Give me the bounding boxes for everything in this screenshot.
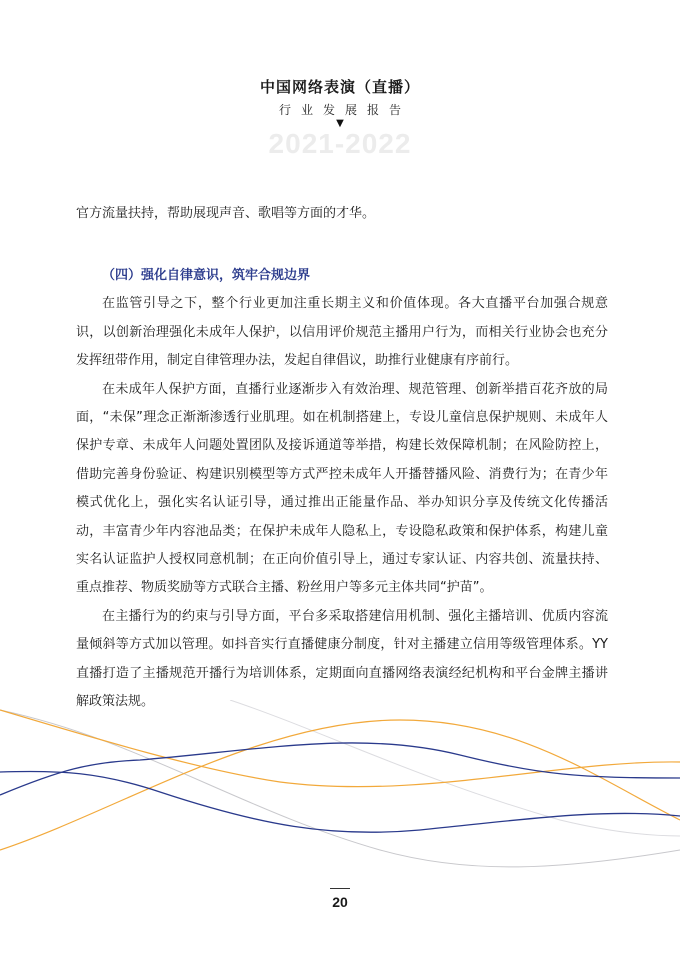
- page-number: [0, 888, 680, 910]
- gray-wave-line: [230, 700, 680, 836]
- paragraph: 在主播行为的约束与引导方面，平台多采取搭建信用机制、强化主播培训、优质内容流量倾斜等方式加以管理。如抖音实行直播健康分制度，针对主播建立信用等级管理体系。YY 直播打造了主播规范开播行为培训体系，定期面向直播网络表演经纪机构和平台金牌主播讲解政策法规。: [76, 608, 608, 710]
- page-number-text: 20: [332, 894, 348, 910]
- down-arrow-icon: ▼: [336, 118, 344, 129]
- page-number-rule: [330, 888, 350, 889]
- paragraph: 在监管引导之下，整个行业更加注重长期主义和价值体现。各大直播平台加强合规意识，以创新治理强化未成年人保护，以信用评价规范主播用户行为，而相关行业协会也充分发挥纽带作用，制定自律管理办法，发起自律倡议，助推行业健康有序前行。: [76, 296, 608, 369]
- blue-wave-line: [0, 743, 680, 795]
- gray-wave-line: [0, 710, 680, 867]
- report-subtitle: 行业发展报告: [278, 103, 411, 117]
- blue-wave-line: [0, 771, 680, 832]
- report-title: 中国网络表演（直播）: [259, 78, 420, 96]
- paragraph-continued: 官方流量扶持，帮助展现声音、歌唱等方面的才华。: [76, 206, 376, 221]
- decorative-waves: [0, 700, 680, 880]
- report-header: [0, 76, 680, 160]
- section-heading: （四）强化自律意识，筑牢合规边界: [102, 268, 311, 284]
- report-years: 2021-2022: [268, 128, 412, 159]
- page-body: [76, 200, 608, 717]
- paragraph: 在未成年人保护方面，直播行业逐渐步入有效治理、规范管理、创新举措百花齐放的局面，“未保”理念正渐渐渗透行业肌理。如在机制搭建上，专设儿童信息保护规则、未成年人保护专章、未成年人问题处置团队及接诉通道等举措，构建长效保障机制；在风险防控上，借助完善身份验证、构建识别模型等方式严控未成年人开播替播风险、消费行为；在青少年模式优化上，强化实名认证引导，通过推出正能量作品、举办知识分享及传统文化传播活动，丰富青少年内容池品类；在保护未成年人隐私上，专设隐私政策和保护体系，构建儿童实名认证监护人授权同意机制；在正向价值引导上，通过专家认证、内容共创、流量扶持、重点推荐、物质奖励等方式联合主播、粉丝用户等多元主体共同“护苗”。: [76, 381, 608, 596]
